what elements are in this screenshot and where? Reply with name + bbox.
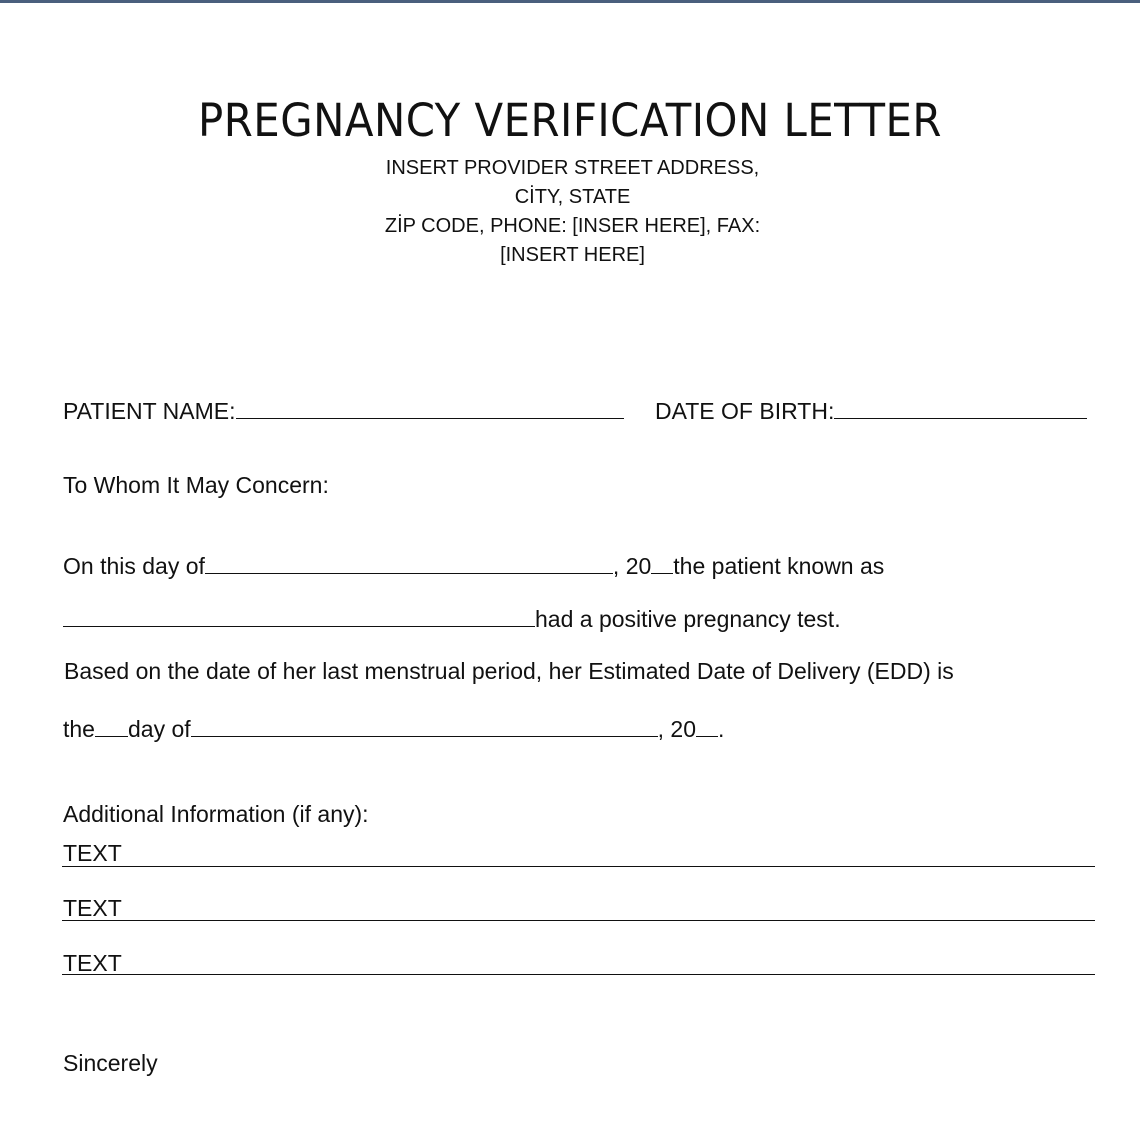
salutation: To Whom It May Concern: bbox=[63, 472, 329, 498]
line1-text-c: the patient known as bbox=[673, 553, 885, 579]
dob-label: DATE OF BIRTH: bbox=[655, 398, 835, 424]
address-line-3: ZİP CODE, PHONE: [INSER HERE], FAX: bbox=[384, 215, 761, 237]
document-title: PREGNANCY VERIFICATION LETTER bbox=[198, 94, 942, 147]
body-line-2 bbox=[63, 602, 841, 633]
additional-line-1[interactable] bbox=[62, 866, 1095, 867]
additional-text-3: TEXT bbox=[63, 950, 122, 976]
address-line-2: CİTY, STATE bbox=[514, 186, 631, 208]
additional-text-1: TEXT bbox=[63, 840, 122, 866]
additional-text-2: TEXT bbox=[63, 895, 122, 921]
dob-row bbox=[655, 394, 1087, 425]
top-border bbox=[0, 0, 1140, 3]
address-line-4: [INSERT HERE] bbox=[500, 244, 645, 266]
day-month-field[interactable] bbox=[205, 549, 613, 574]
line2-text: had a positive pregnancy test. bbox=[535, 606, 841, 632]
line4-text-c: , 20 bbox=[657, 716, 697, 742]
edd-day-field[interactable] bbox=[95, 712, 128, 737]
year-field[interactable] bbox=[651, 549, 673, 574]
closing: Sincerely bbox=[63, 1050, 158, 1076]
patient-known-as-field[interactable] bbox=[63, 602, 535, 627]
additional-line-3[interactable] bbox=[62, 974, 1095, 975]
edd-year-field[interactable] bbox=[696, 712, 718, 737]
body-line-4 bbox=[63, 712, 724, 743]
line4-text-d: . bbox=[718, 716, 725, 742]
patient-name-label: PATIENT NAME: bbox=[63, 398, 236, 424]
dob-field[interactable] bbox=[834, 394, 1087, 419]
additional-info-label: Additional Information (if any): bbox=[63, 801, 369, 827]
address-line-1: INSERT PROVIDER STREET ADDRESS, bbox=[385, 157, 760, 179]
body-line-1 bbox=[63, 549, 884, 580]
additional-line-2[interactable] bbox=[62, 920, 1095, 921]
patient-name-field[interactable] bbox=[236, 394, 624, 419]
line1-text-b: , 20 bbox=[612, 553, 652, 579]
patient-info-row bbox=[63, 394, 624, 425]
line4-text-a: the bbox=[63, 716, 95, 742]
edd-month-field[interactable] bbox=[191, 712, 658, 737]
line4-text-b: day of bbox=[127, 716, 191, 742]
line1-text-a: On this day of bbox=[63, 553, 205, 579]
body-line-3: Based on the date of her last menstrual period, her Estimated Date of Delivery (EDD) is bbox=[64, 658, 954, 684]
